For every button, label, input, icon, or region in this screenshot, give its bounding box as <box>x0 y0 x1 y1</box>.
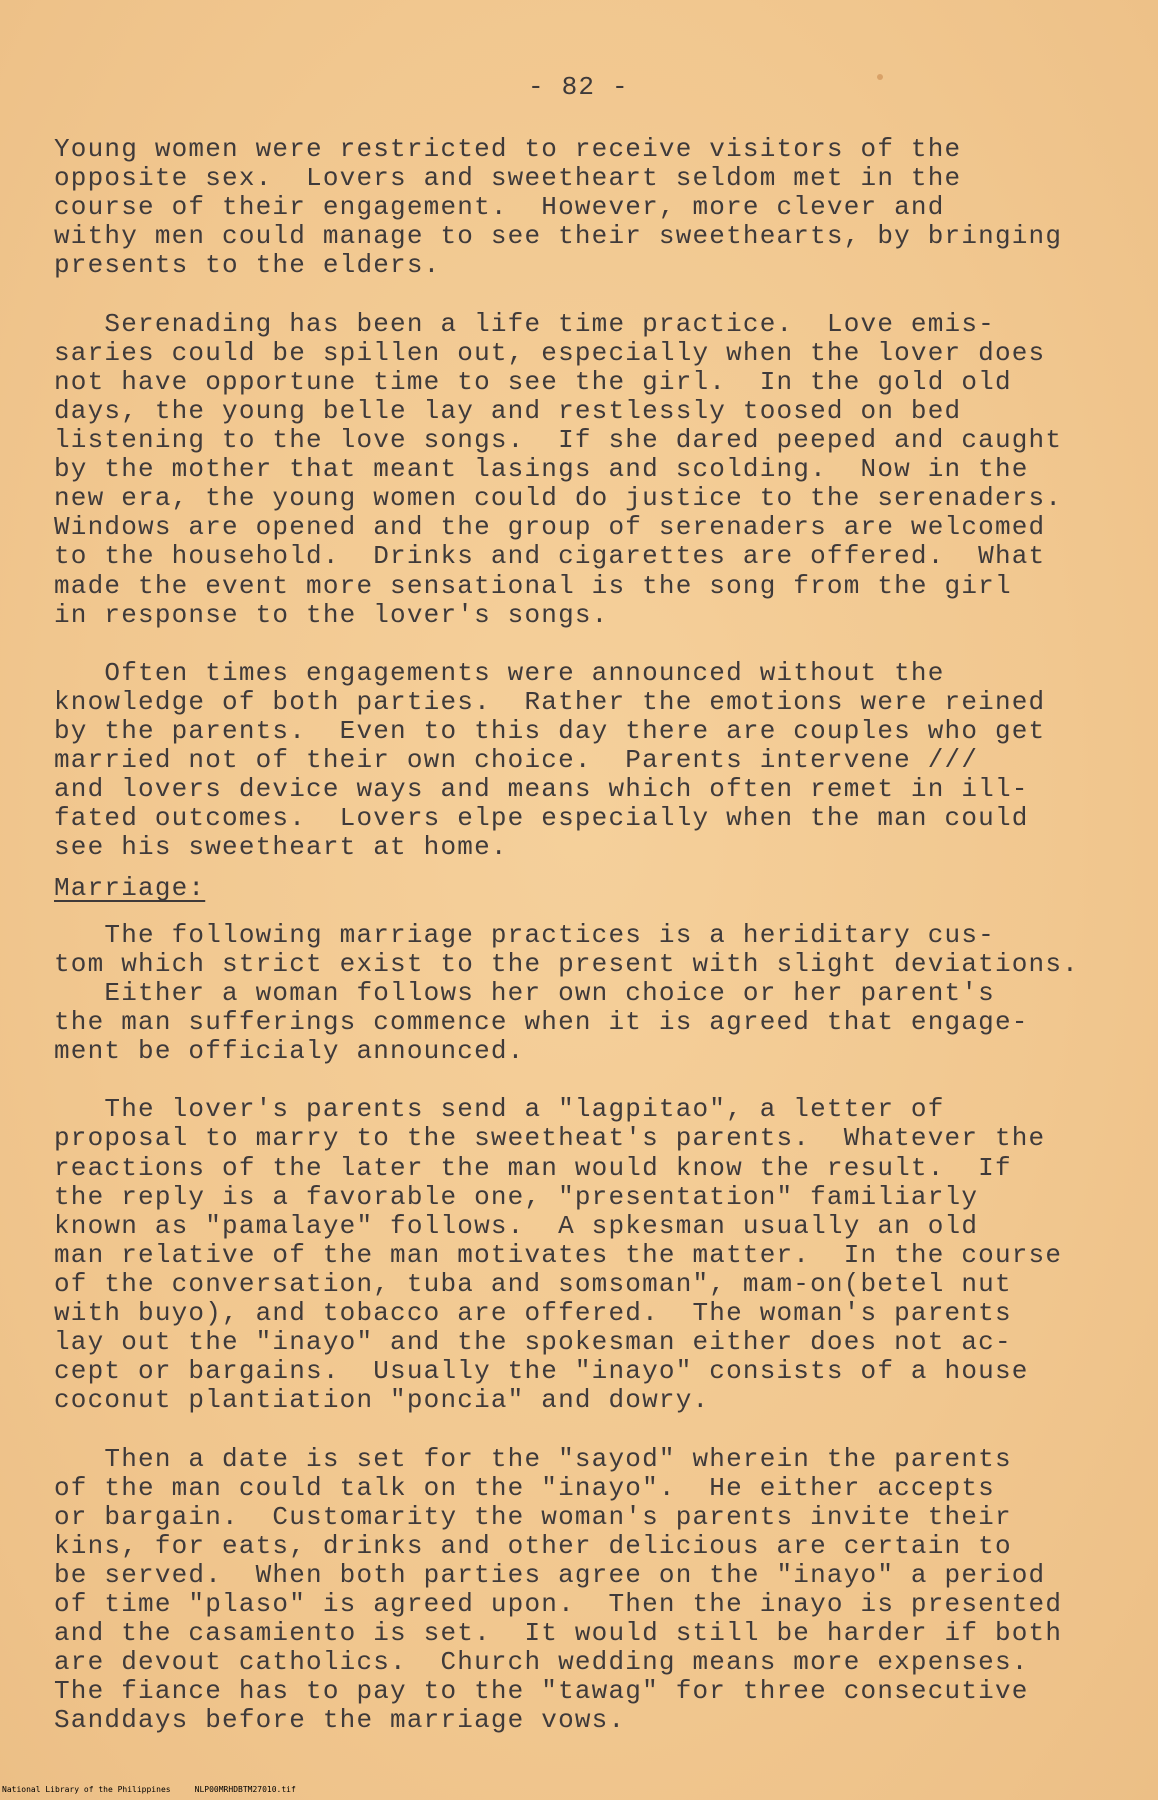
text-line: days, the young belle lay and restlessly toosed on bed <box>54 395 962 426</box>
ink-smudge <box>877 74 883 80</box>
text-line: ment be officialy announced. <box>54 1036 525 1067</box>
page-number: - 82 - <box>528 72 629 102</box>
text-line: opposite sex. Lovers and sweetheart seldom met in the <box>54 163 962 194</box>
text-line: Serenading has been a life time practice. Love emis- <box>54 308 995 339</box>
text-line: The lover's parents send a "lagpitao", a letter of <box>54 1094 945 1125</box>
text-line: course of their engagement. However, more clever and <box>54 192 945 223</box>
text-line: to the household. Drinks and cigarettes are offered. What <box>54 541 1046 572</box>
text-line: tom which strict exist to the present with slight deviations. <box>54 948 1079 979</box>
text-line: kins, for eats, drinks and other delicious are certain to <box>54 1530 1012 1561</box>
text-line: known as "pamalaye" follows. A spkesman usually an old <box>54 1210 979 1241</box>
text-line: The following marriage practices is a heriditary cus- <box>54 919 995 950</box>
text-line: made the event more sensational is the song from the girl <box>54 570 1012 601</box>
text-line: presents to the elders. <box>54 250 441 281</box>
text-line: Young women were restricted to receive visitors of the <box>54 134 962 164</box>
text-line: the reply is a favorable one, "presentation" familiarly <box>54 1181 979 1212</box>
archive-footer: National Library of the Philippines NLP00MRHDBTM27010.tif <box>2 1785 296 1794</box>
text-line: man relative of the man motivates the matter. In the course <box>54 1239 1063 1270</box>
text-line: reactions of the later the man would know the result. If <box>54 1152 1012 1183</box>
text-line: married not of their own choice. Parents intervene /// <box>54 745 979 776</box>
text-line: with buyo), and tobacco are offered. The woman's parents <box>54 1298 1012 1328</box>
text-line: the man sufferings commence when it is agreed that engage- <box>54 1007 1029 1037</box>
text-line: cept or bargains. Usually the "inayo" consists of a house <box>54 1356 1029 1387</box>
text-line: Either a woman follows her own choice or her parent's <box>54 977 995 1008</box>
text-line: coconut plantiation "poncia" and dowry. <box>54 1385 710 1416</box>
text-line: Often times engagements were announced without the <box>54 657 945 688</box>
text-line: The fiance has to pay to the "tawag" for three consecutive <box>54 1676 1029 1707</box>
text-line: of the man could talk on the "inayo". He either accepts <box>54 1472 995 1503</box>
text-line: Then a date is set for the "sayod" wherein the parents <box>54 1443 1012 1474</box>
text-line: new era, the young women could do justice to the serenaders. <box>54 483 1063 514</box>
text-line: fated outcomes. Lovers elpe especially when the man could <box>54 803 1029 834</box>
text-line: in response to the lover's songs. <box>54 599 609 630</box>
text-line: Sanddays before the marriage vows. <box>54 1705 626 1736</box>
text-line: and the casamiento is set. It would still be harder if both <box>54 1618 1063 1649</box>
text-line: be served. When both parties agree on the "inayo" a period <box>54 1559 1046 1590</box>
text-line: are devout catholics. Church wedding means more expenses. <box>54 1647 1029 1678</box>
text-line: proposal to marry to the sweetheat's parents. Whatever the <box>54 1123 1046 1154</box>
text-line: not have opportune time to see the girl. In the gold old <box>54 366 1012 397</box>
text-line: withy men could manage to see their sweethearts, by bringing <box>54 221 1063 252</box>
text-line: Windows are opened and the group of serenaders are welcomed <box>54 512 1046 543</box>
text-line: by the mother that meant lasings and scolding. Now in the <box>54 454 1029 485</box>
section-heading-marriage: Marriage: <box>54 873 206 903</box>
text-line: listening to the love songs. If she dared peeped and caught <box>54 425 1063 455</box>
text-line: or bargain. Customarity the woman's parents invite their <box>54 1501 1012 1532</box>
text-line: see his sweetheart at home. <box>54 832 508 863</box>
text-line: lay out the "inayo" and the spokesman either does not ac- <box>54 1327 1012 1358</box>
text-line: saries could be spillen out, especially when the lover does <box>54 337 1046 368</box>
text-line: knowledge of both parties. Rather the emotions were reined <box>54 686 1046 717</box>
text-line: and lovers device ways and means which often remet in ill- <box>54 774 1029 805</box>
text-line: of time "plaso" is agreed upon. Then the inayo is presented <box>54 1589 1063 1619</box>
text-line: of the conversation, tuba and somsoman", mam-on(betel nut <box>54 1268 1012 1299</box>
text-line: by the parents. Even to this day there are couples who get <box>54 716 1046 746</box>
